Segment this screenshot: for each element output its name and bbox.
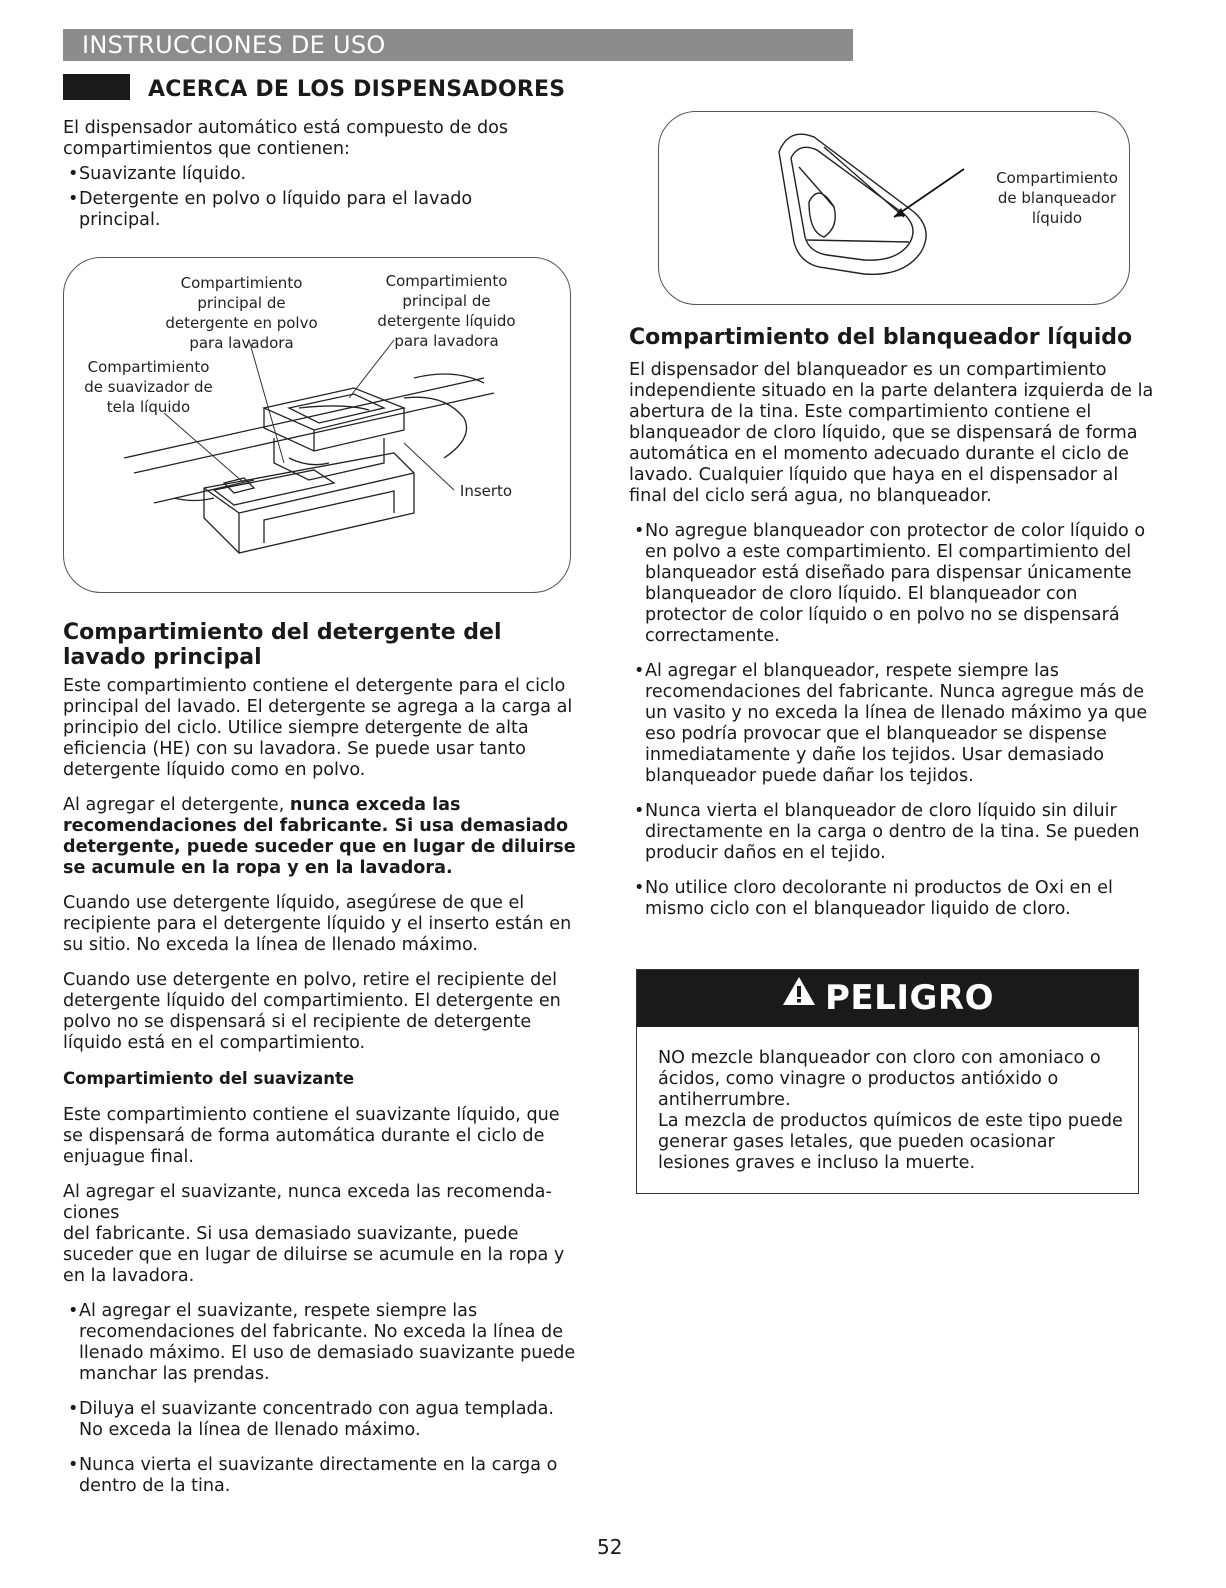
softener-bullet: •Al agregar el suavizante, respete siempre las recomendaciones del fabricante. No exceda la línea de llenado máximo. El uso de demasiado suavizante puede manchar las prendas. (68, 1301, 576, 1384)
insert-label: Inserto (459, 482, 513, 500)
main-wash-p3: Cuando use detergente líquido, asegúrese de que el recipiente para el detergente líquido y el inserto están en su sitio. No exceda la línea de llenado máximo. (63, 893, 572, 955)
danger-box (636, 969, 1139, 1194)
softener-bullet: •Diluya el suavizante concentrado con agua templada. No exceda la línea de llenado máximo. (68, 1399, 555, 1440)
section-header-bar (63, 29, 853, 61)
section-title: ACERCA DE LOS DISPENSADORES (148, 77, 566, 102)
main-wash-p4: Cuando use detergente en polvo, retire el recipiente del detergente líquido del compartimiento. El detergente en polvo no se dispensará si el recipiente de detergente líquido está en el compartimiento. (63, 970, 561, 1053)
danger-line1: NO mezcle blanqueador con cloro con amoniaco o ácidos, como vinagre o productos antióxido o antiherrumbre. (658, 1048, 1101, 1110)
danger-heading: PELIGRO (825, 978, 994, 1018)
intro-text: El dispensador automático está compuesto de dos compartimientos que contienen: (63, 118, 509, 159)
main-wash-section (63, 620, 578, 1511)
intro-block (63, 118, 543, 245)
danger-header (637, 970, 1138, 1027)
softener-p2: Al agregar el suavizante, nunca exceda las recomenda- ciones del fabricante. Si usa demasiado suavizante, puede suceder que en lugar de diluirse se acumule en la ropa y en la lavadora. (63, 1182, 565, 1286)
dispenser-figure (63, 257, 571, 593)
softener-p1: Este compartimiento contiene el suavizante líquido, que se dispensará de forma automática durante el ciclo de enjuague final. (63, 1105, 560, 1167)
page-number: 52 (597, 1535, 623, 1559)
bleach-section (629, 325, 1154, 934)
bleach-title: Compartimiento del blanqueador líquido (629, 325, 1133, 350)
softener-bullet: •Nunca vierta el suavizante directamente en la carga o dentro de la tina. (68, 1455, 558, 1496)
bleach-bullet: •Nunca vierta el blanqueador de cloro líquido sin diluir directamente en la carga o dentro de la tina. Se pueden producir daños en el tejido. (634, 801, 1140, 863)
warning-triangle-icon (781, 968, 817, 1025)
section-header-label: INSTRUCCIONES DE USO (82, 31, 386, 59)
bleach-figure (658, 111, 1130, 305)
bleach-p1: El dispensador del blanqueador es un compartimiento independiente situado en la parte delantera izquierda de la abertura de la tina. Este compartimiento contiene el blanqueador de cloro líquido, que se dispensará de forma automática en el momento adecuado durante el ciclo de lavado. Cualquier líquido que haya en el dispensador al final del ciclo será agua, no blanqueador. (629, 360, 1154, 506)
liquid-compartment-label: Compartimiento principal de detergente líquido para lavadora (377, 272, 516, 350)
section-marker (63, 74, 130, 100)
powder-compartment-label: Compartimiento principal de detergente en polvo para lavadora (165, 274, 318, 352)
bleach-bullet: •No agregue blanqueador con protector de color líquido o en polvo a este compartimiento. El compartimiento del blanqueador está diseñado para dispensar únicamente blanqueador de cloro líquido. El blanqueador con protector de color líquido o en polvo no se dispensará correctamente. (634, 521, 1146, 646)
softener-title: Compartimiento del suavizante (63, 1069, 355, 1088)
intro-bullet: •Detergente en polvo o líquido para el lavado principal. (68, 189, 473, 230)
danger-text (658, 1048, 1128, 1174)
bleach-bullet: •No utilice cloro decolorante ni productos de Oxi en el mismo ciclo con el blanqueador liquido de cloro. (634, 878, 1113, 919)
main-wash-p2: Al agregar el detergente, nunca exceda las recomendaciones del fabricante. Si usa demasiado detergente, puede suceder que en lugar de diluirse se acumule en la ropa y en la lavadora. (63, 795, 576, 878)
bleach-compartment-label: Compartimiento de blanqueador líquido (996, 169, 1118, 227)
danger-line2: La mezcla de productos químicos de este tipo puede generar gases letales, que pueden ocasionar lesiones graves e incluso la muerte. (658, 1111, 1123, 1173)
bleach-bullet: •Al agregar el blanqueador, respete siempre las recomendaciones del fabricante. Nunca agregue más de un vasito y no exceda la línea de llenado máximo ya que eso podría provocar que el blanqueador se dispense inmediatamente y dañe los tejidos. Usar demasiado blanqueador puede dañar los tejidos. (634, 661, 1148, 786)
intro-bullet: •Suavizante líquido. (68, 164, 247, 184)
softener-compartment-label: Compartimiento de suavizador de tela líquido (84, 358, 213, 416)
main-wash-title: Compartimiento del detergente del lavado principal (63, 620, 502, 670)
main-wash-p1: Este compartimiento contiene el detergente para el ciclo principal del lavado. El detergente se agrega a la carga al principio del ciclo. Utilice siempre detergente de alta eficiencia (HE) con su lavadora. Se puede usar tanto detergente líquido como en polvo. (63, 676, 573, 780)
